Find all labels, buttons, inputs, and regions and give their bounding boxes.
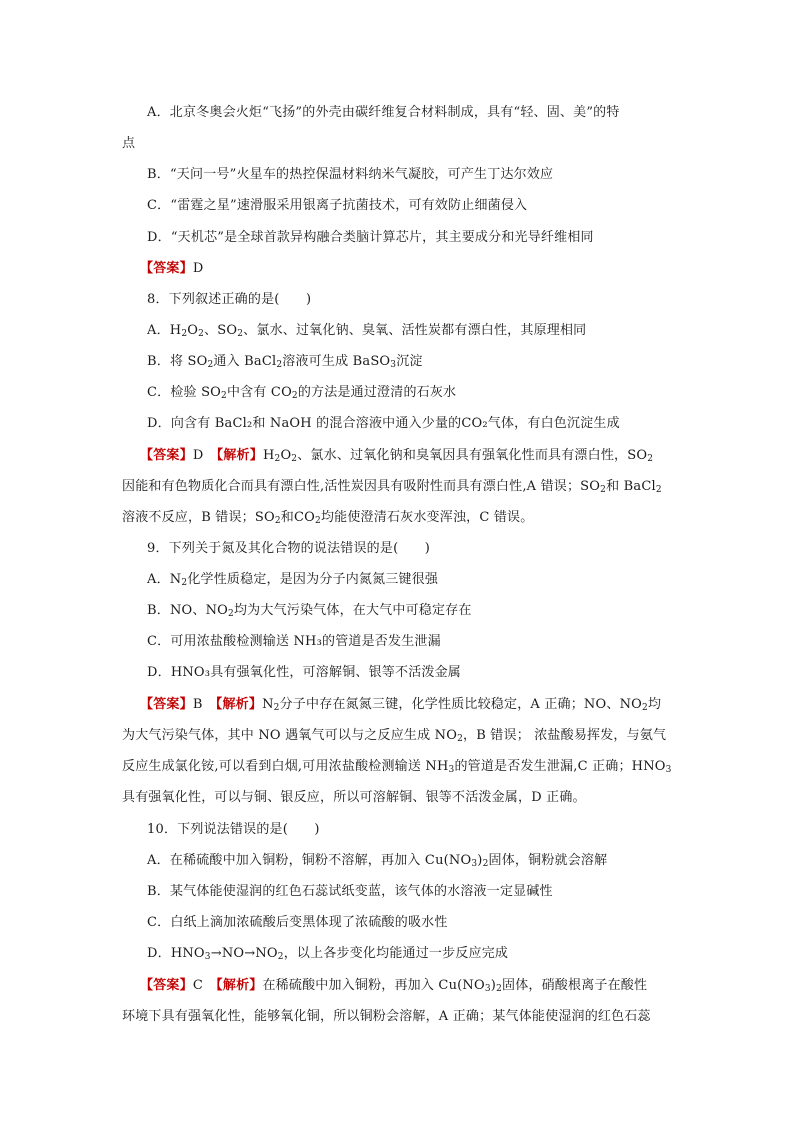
q9-option-a: A．$N_2$化学性质稳定，是因为分子内氮氮三键很强 bbox=[147, 572, 439, 588]
q8-option-c: C．检验 $SO_2$中含有 $CO_2$的方法是通过澄清的石灰水 bbox=[147, 385, 457, 401]
q9-option-c: C．可用浓盐酸检测输送 NH₃的管道是否发生泄漏 bbox=[147, 634, 441, 649]
q8-option-d: D．向含有 BaCl₂和 NaOH 的混合溶液中通入少量的CO₂气体，有白色沉淀生成 bbox=[147, 416, 620, 431]
q8-option-b: B．将 $SO_2$通入 BaCl$_2$溶液可生成 BaSO$_3$沉淀 bbox=[147, 354, 423, 370]
q9-answer-line3: 反应生成氯化铵,可以看到白烟,可用浓盐酸检测输送 $NH_3$的管道是否发生泄漏,C 正确；$HNO_3$ bbox=[122, 759, 672, 775]
q8-stem: 8．下列叙述正确的是( ) bbox=[147, 292, 312, 307]
q8-answer-line3: 溶液不反应，B 错误；$SO_2$和$CO_2$均能使澄清石灰水变浑浊，C 错误。 bbox=[122, 510, 534, 526]
q10-option-d: D．$HNO_3\to NO\to NO_2$，以上各步变化均能通过一步反应完成 bbox=[147, 946, 509, 962]
q7-option-a-line1: A．北京冬奥会火炬“飞扬”的外壳由碳纤维复合材料制成，具有“轻、固、美”的特 bbox=[147, 105, 620, 120]
q10-stem: 10．下列说法错误的是( ) bbox=[147, 822, 320, 837]
answer-tag: 【答案】 bbox=[140, 261, 193, 276]
q8-answer-line1: 【答案】D 【解析】$H_2O_2$、氯水、过氧化钠和臭氧因具有强氧化性而具有漂白性，$SO_2$ bbox=[140, 448, 654, 464]
q7-option-c: C．“雷霆之星”速滑服采用银离子抗菌技术，可有效防止细菌侵入 bbox=[147, 198, 528, 213]
q7-answer bbox=[140, 260, 203, 278]
q10-answer-line2: 环境下具有强氧化性，能够氧化铜，所以铜粉会溶解，A 正确；某气体能使湿润的红色石蕊 bbox=[122, 1009, 651, 1024]
q9-option-b: B．NO、$NO_2$均为大气污染气体，在大气中可稳定存在 bbox=[147, 603, 472, 619]
q10-option-b: B．某气体能使湿润的红色石蕊试纸变蓝，该气体的水溶液一定显碱性 bbox=[147, 884, 553, 899]
q7-option-a-line2: 点 bbox=[122, 136, 136, 151]
q9-stem: 9．下列关于氮及其化合物的说法错误的是( ) bbox=[147, 541, 431, 556]
q7-option-d: D．“天机芯”是全球首款异构融合类脑计算芯片，其主要成分和光导纤维相同 bbox=[147, 230, 594, 245]
q7-option-b: B．“天问一号”火星车的热控保温材料纳米气凝胶，可产生丁达尔效应 bbox=[147, 167, 554, 182]
q9-answer-line4: 具有强氧化性，可以与铜、银反应，所以可溶解铜、银等不活泼金属，D 正确。 bbox=[122, 790, 586, 805]
q10-option-c: C．白纸上滴加浓硫酸后变黑体现了浓硫酸的吸水性 bbox=[147, 915, 448, 930]
q9-answer-line1: 【答案】B 【解析】$N_2$分子中存在氮氮三键，化学性质比较稳定，A 正确；NO、$NO_2$均 bbox=[140, 697, 662, 713]
q8-option-a: A．$H_2O_2$、$SO_2$、氯水、过氧化钠、臭氧、活性炭都有漂白性，其原理相同 bbox=[147, 323, 587, 339]
q8-answer-line2: 因能和有色物质化合而具有漂白性,活性炭因具有吸附性而具有漂白性,A 错误；$SO_2$和 BaCl$_2$ bbox=[122, 479, 662, 495]
analysis-tag: 【解析】 bbox=[216, 448, 263, 463]
q9-answer-line2: 为大气污染气体，其中 NO 遇氧气可以与之反应生成 $NO_2$，B 错误； 浓盐酸易挥发，与氨气 bbox=[122, 728, 667, 744]
q7-answer-value: D bbox=[192, 261, 204, 276]
q10-answer-line1: 【答案】C 【解析】在稀硫酸中加入铜粉，再加入 $Cu(NO_3)_2$固体，硝酸根离子在酸性 bbox=[140, 978, 648, 994]
q10-option-a: A．在稀硫酸中加入铜粉，铜粉不溶解，再加入 $Cu(NO_3)_2$固体，铜粉就会溶解 bbox=[147, 853, 608, 869]
q9-option-d: D．HNO₃具有强氧化性，可溶解铜、银等不活泼金属 bbox=[147, 665, 462, 680]
